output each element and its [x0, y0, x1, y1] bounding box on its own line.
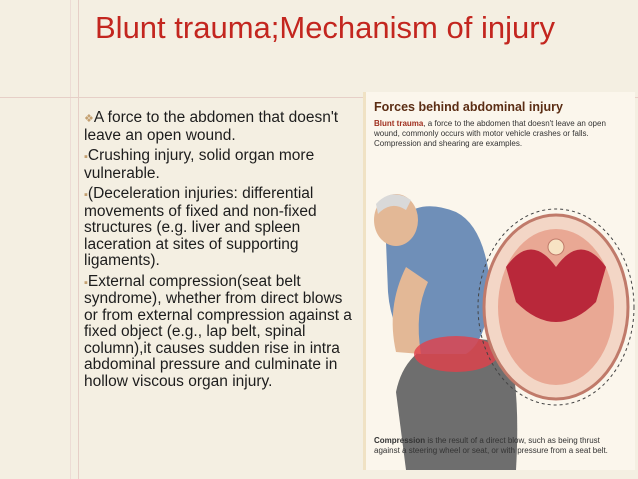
figure-lead-text — [374, 119, 627, 149]
bullet-text: A force to the abdomen that doesn't leave an open wound. — [84, 109, 339, 144]
list-item — [84, 274, 354, 391]
bullet-marker-icon: ▪ — [84, 276, 88, 289]
bullet-list — [84, 110, 354, 394]
figure-title: Forces behind abdominal injury — [374, 100, 563, 114]
spine-shape — [548, 239, 564, 255]
figure-lead-term: Blunt trauma — [374, 119, 424, 128]
bullet-marker-icon: ▪ — [84, 151, 88, 163]
illustration-figure — [363, 92, 635, 470]
bullet-text: Crushing injury, solid organ more vulnerable. — [84, 147, 315, 182]
figure-caption — [374, 436, 627, 456]
bullet-marker-icon: ❖ — [84, 113, 94, 125]
figure-caption-body: is the result of a direct blow, such as being thrust against a steering wheel or seat, or with pressure from a seat belt. — [374, 436, 608, 455]
list-item — [84, 186, 354, 270]
list-item — [84, 110, 354, 144]
slide-title: Blunt trauma;Mechanism of injury — [95, 10, 556, 45]
bullet-marker-icon: ▪ — [84, 189, 88, 201]
figure-caption-term: Compression — [374, 436, 426, 445]
bullet-text: External compression(seat belt syndrome), whether from direct blows or from external compression against a fixed object (e.g., lap belt, spinal column),it causes sudden rise in intra abdominal pressure and culminate in hollow viscous organ injury. — [84, 272, 352, 390]
figure-lead-body: , a force to the abdomen that doesn't leave an open wound, commonly occurs with motor vehicle crashes or falls. Compression and shearing are examples. — [374, 119, 606, 148]
decorative-rule — [70, 0, 71, 479]
impact-area — [414, 336, 498, 372]
bullet-text: (Deceleration injuries: differential movements of fixed and non-fixed structures (e.g. liver and spleen laceration at sites of supporting ligaments). — [84, 185, 317, 269]
list-item — [84, 148, 354, 182]
decorative-rule — [78, 0, 79, 479]
